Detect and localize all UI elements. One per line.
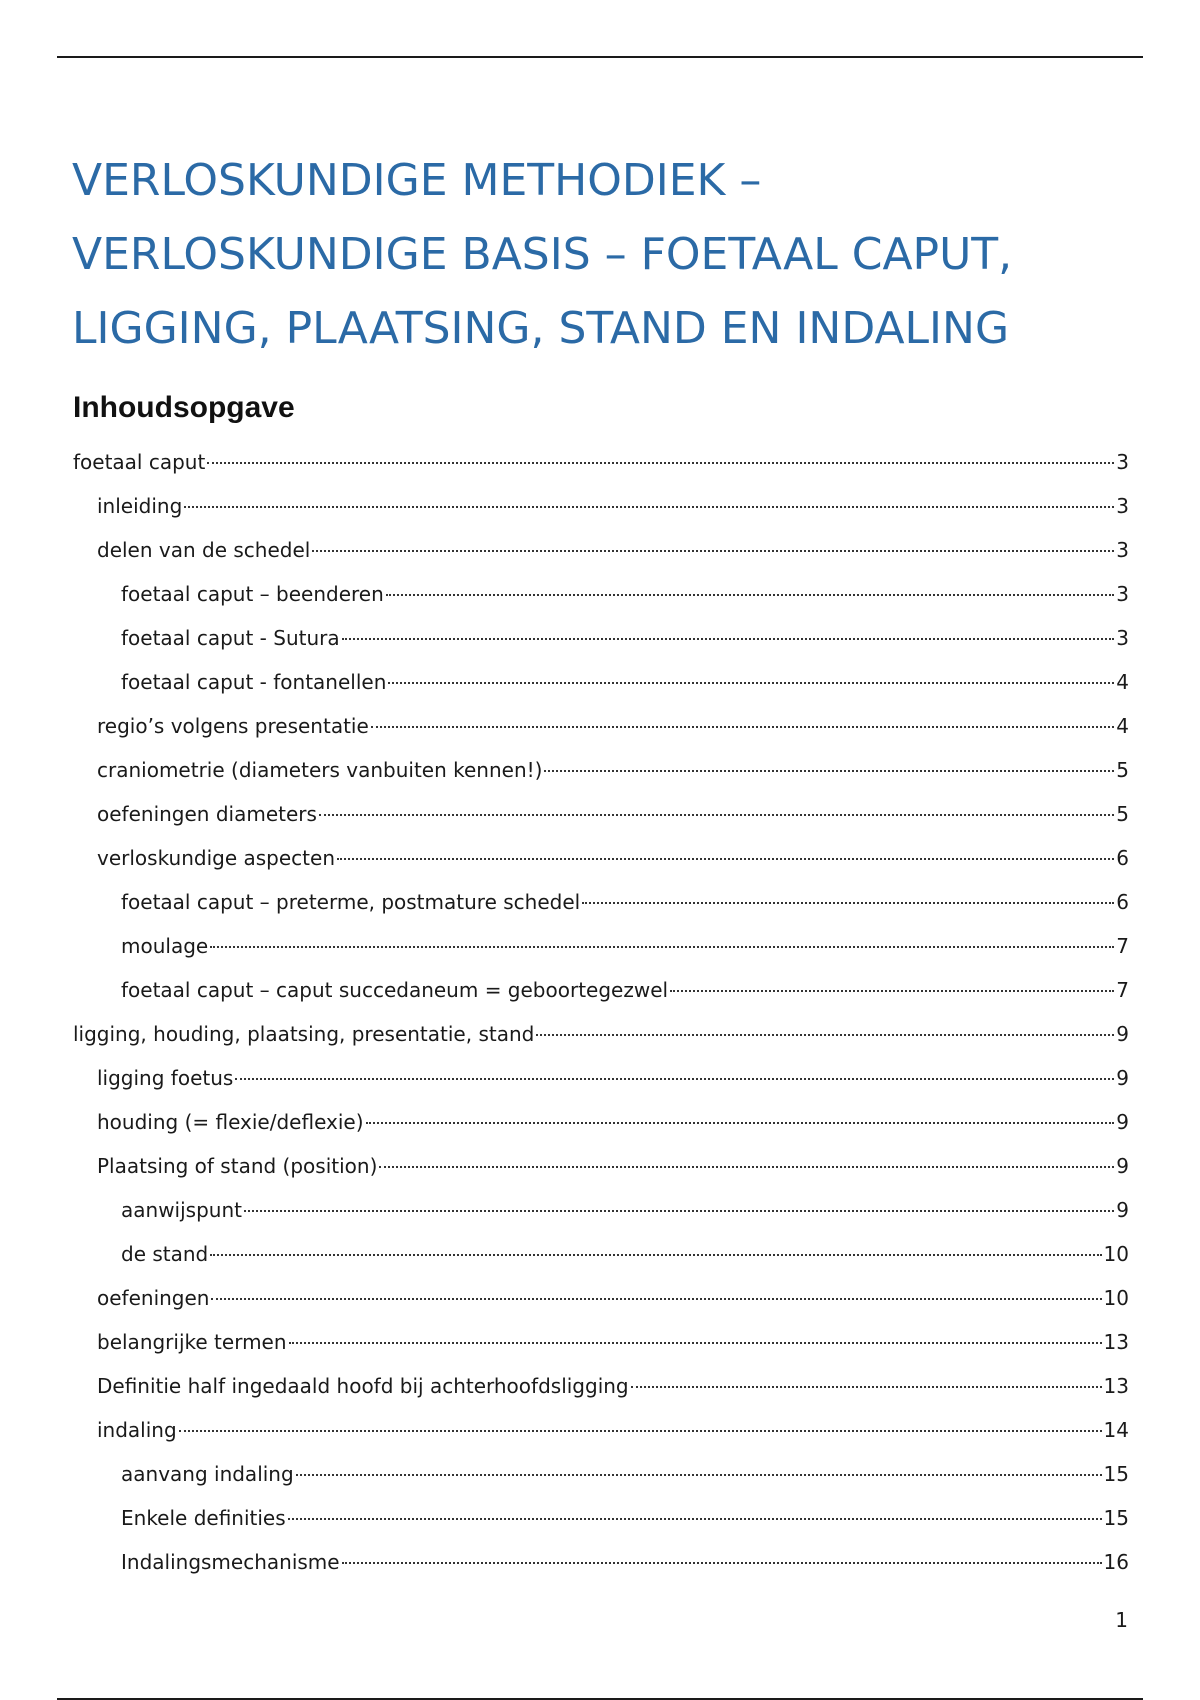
toc-entry-page-number: 9 [1116, 1022, 1129, 1046]
toc-entry[interactable] [73, 1540, 1129, 1584]
toc-entry[interactable] [73, 924, 1129, 968]
toc-entry[interactable] [73, 836, 1129, 880]
toc-entry-label: Indalingsmechanisme [121, 1550, 340, 1574]
toc-entry-page-number: 4 [1116, 714, 1129, 738]
toc-entry-label: ligging foetus [97, 1066, 234, 1090]
toc-dot-leader [366, 1122, 1115, 1124]
toc-entry-page-number: 3 [1116, 582, 1129, 606]
toc-entry-label: foetaal caput [73, 450, 206, 474]
toc-entry[interactable] [73, 440, 1129, 484]
toc-entry[interactable] [73, 1232, 1129, 1276]
toc-entry-page-number: 3 [1116, 494, 1129, 518]
toc-entry-page-number: 5 [1116, 758, 1129, 782]
toc-entry-page-number: 15 [1103, 1506, 1129, 1530]
toc-entry-label: ligging, houding, plaatsing, presentatie, stand [73, 1022, 535, 1046]
toc-dot-leader [179, 1430, 1102, 1432]
toc-entry[interactable] [73, 1364, 1129, 1408]
toc-entry[interactable] [73, 1100, 1129, 1144]
toc-entry[interactable] [73, 616, 1129, 660]
toc-dot-leader [244, 1210, 1114, 1212]
toc-entry-label: foetaal caput - fontanellen [121, 670, 387, 694]
toc-entry[interactable] [73, 1056, 1129, 1100]
toc-entry-page-number: 3 [1116, 538, 1129, 562]
toc-entry[interactable] [73, 1144, 1129, 1188]
toc-entry[interactable] [73, 1408, 1129, 1452]
toc-entry-page-number: 13 [1103, 1374, 1129, 1398]
toc-dot-leader [211, 1298, 1101, 1300]
toc-entry[interactable] [73, 704, 1129, 748]
toc-entry[interactable] [73, 484, 1129, 528]
toc-dot-leader [386, 594, 1114, 596]
toc-dot-leader [312, 550, 1114, 552]
toc-dot-leader [388, 682, 1114, 684]
toc-entry[interactable] [73, 1188, 1129, 1232]
toc-entry-label: oefeningen diameters [97, 802, 317, 826]
toc-entry-page-number: 7 [1116, 978, 1129, 1002]
toc-entry-page-number: 10 [1103, 1242, 1129, 1266]
toc-dot-leader [342, 638, 1115, 640]
toc-entry-label: aanvang indaling [121, 1462, 294, 1486]
document-title [72, 144, 1132, 366]
toc-entry-label: inleiding [97, 494, 183, 518]
toc-entry-label: moulage [121, 934, 209, 958]
toc-entry-label: verloskundige aspecten [97, 846, 335, 870]
toc-entry[interactable] [73, 792, 1129, 836]
toc-dot-leader [379, 1166, 1114, 1168]
toc-dot-leader [207, 462, 1114, 464]
toc-dot-leader [371, 726, 1114, 728]
toc-entry-page-number: 6 [1116, 846, 1129, 870]
toc-dot-leader [342, 1562, 1102, 1564]
toc-entry[interactable] [73, 1320, 1129, 1364]
toc-dot-leader [210, 946, 1114, 948]
toc-entry-label: craniometrie (diameters vanbuiten kennen!) [97, 758, 543, 782]
toc-entry-label: foetaal caput - Sutura [121, 626, 340, 650]
toc-entry[interactable] [73, 968, 1129, 1012]
toc-entry-label: Enkele definities [121, 1506, 286, 1530]
toc-dot-leader [296, 1474, 1102, 1476]
toc-entry[interactable] [73, 880, 1129, 924]
toc-entry-label: aanwijspunt [121, 1198, 242, 1222]
title-line: LIGGING, PLAATSING, STAND EN INDALING [72, 303, 1010, 354]
toc-dot-leader [670, 990, 1114, 992]
toc-entry-page-number: 9 [1116, 1198, 1129, 1222]
toc-dot-leader [288, 1518, 1102, 1520]
toc-entry-label: regio’s volgens presentatie [97, 714, 369, 738]
toc-entry-label: Plaatsing of stand (position) [97, 1154, 378, 1178]
toc-entry-page-number: 9 [1116, 1154, 1129, 1178]
toc-dot-leader [235, 1078, 1114, 1080]
toc-dot-leader [319, 814, 1114, 816]
toc-entry[interactable] [73, 660, 1129, 704]
toc-entry-page-number: 5 [1116, 802, 1129, 826]
page-number: 1 [1115, 1608, 1128, 1632]
toc-entry[interactable] [73, 1276, 1129, 1320]
toc-entry-page-number: 6 [1116, 890, 1129, 914]
toc-entry[interactable] [73, 572, 1129, 616]
toc-entry-page-number: 7 [1116, 934, 1129, 958]
toc-entry-page-number: 3 [1116, 450, 1129, 474]
toc-entry-label: oefeningen [97, 1286, 210, 1310]
toc-entry-page-number: 16 [1103, 1550, 1129, 1574]
toc-dot-leader [289, 1342, 1102, 1344]
toc-heading: Inhoudsopgave [73, 391, 295, 424]
toc-entry-label: de stand [121, 1242, 209, 1266]
toc-dot-leader [184, 506, 1114, 508]
toc-entry-page-number: 3 [1116, 626, 1129, 650]
title-line: VERLOSKUNDIGE BASIS – FOETAAL CAPUT, [72, 229, 1013, 280]
title-line: VERLOSKUNDIGE METHODIEK – [72, 155, 762, 206]
toc-dot-leader [544, 770, 1114, 772]
toc-entry-label: indaling [97, 1418, 177, 1442]
toc-entry[interactable] [73, 748, 1129, 792]
toc-entry[interactable] [73, 1452, 1129, 1496]
toc-entry-page-number: 10 [1103, 1286, 1129, 1310]
toc-entry-page-number: 13 [1103, 1330, 1129, 1354]
toc-entry-page-number: 15 [1103, 1462, 1129, 1486]
toc-entry-page-number: 4 [1116, 670, 1129, 694]
toc-entry-page-number: 14 [1103, 1418, 1129, 1442]
toc-dot-leader [631, 1386, 1102, 1388]
toc-entry-label: foetaal caput – preterme, postmature schedel [121, 890, 581, 914]
toc-entry[interactable] [73, 528, 1129, 572]
toc-entry-label: foetaal caput – caput succedaneum = geboortegezwel [121, 978, 669, 1002]
toc-entry-label: Definitie half ingedaald hoofd bij achterhoofdsligging [97, 1374, 629, 1398]
header-rule [57, 56, 1143, 58]
toc-dot-leader [582, 902, 1114, 904]
toc-entry[interactable] [73, 1496, 1129, 1540]
toc-entry-label: foetaal caput – beenderen [121, 582, 384, 606]
toc-dot-leader [210, 1254, 1101, 1256]
toc-entry-label: belangrijke termen [97, 1330, 287, 1354]
toc-entry[interactable] [73, 1012, 1129, 1056]
toc-dot-leader [536, 1034, 1114, 1036]
toc-entry-page-number: 9 [1116, 1110, 1129, 1134]
table-of-contents [73, 440, 1129, 1584]
toc-entry-label: houding (= flexie/deflexie) [97, 1110, 364, 1134]
toc-entry-label: delen van de schedel [97, 538, 311, 562]
toc-entry-page-number: 9 [1116, 1066, 1129, 1090]
toc-dot-leader [337, 858, 1114, 860]
